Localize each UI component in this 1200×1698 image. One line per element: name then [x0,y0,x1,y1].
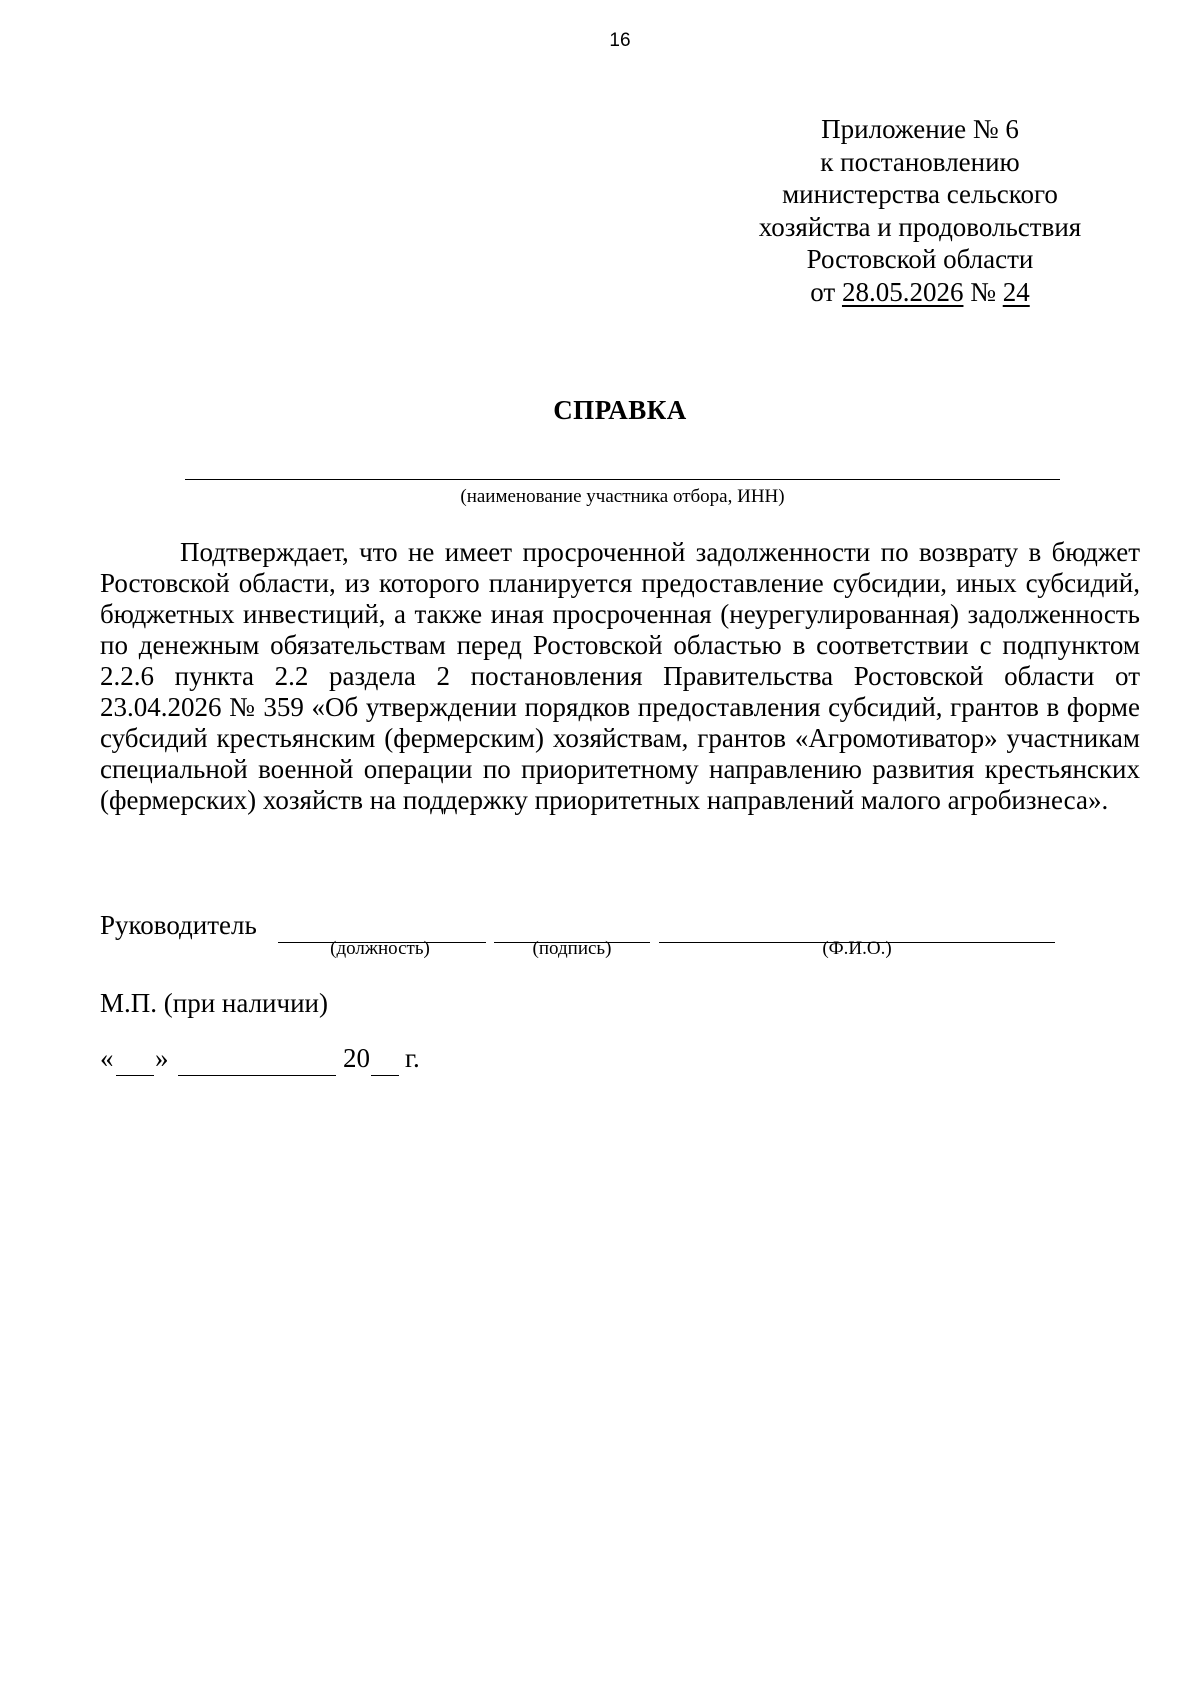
appendix-number: 24 [1002,276,1030,307]
participant-name-caption: (наименование участника отбора, ИНН) [460,486,785,507]
document-title: СПРАВКА [553,395,687,425]
month-line [178,1075,336,1076]
position-caption: (должность) [330,938,430,959]
date-open-quote: « [100,1043,114,1073]
body-paragraph: Подтверждает, что не имеет просроченной задолженности по возврату в бюджет Ростовской области, из которого планируется предоставление субсидии, иных субсидий, бюджетных инвестиций, а также иная просроченная (неурегулированная) задолженность по денежным обязательствам перед Ростовской областью в соответствии с подпунктом 2.2.6 пункта 2.2 раздела 2 постановления Правительства Ростовской области от 23.04.2026 № 359 «Об утверждении порядков предоставления субсидий, грантов в форме субсидий крестьянским (фермерским) хозяйствам, грантов «Агромотиватор» участникам специальной военной операции по приоритетному направлению развития крестьянских (фермерских) хозяйств на поддержку приоритетных направлений малого агробизнеса». [100,537,1140,815]
appendix-number-sign: № [970,276,996,307]
appendix-line-5: Ростовской области [806,244,1034,274]
year-suffix: г. [405,1043,420,1073]
appendix-line-3: министерства сельского [782,179,1058,209]
signature-caption: (подпись) [532,938,612,959]
appendix-date: 28.05.2026 [841,276,964,307]
full-name-caption: (Ф.И.О.) [822,938,892,959]
appendix-date-prefix: от [810,276,836,307]
year-line [371,1075,399,1076]
appendix-header [700,113,1140,308]
appendix-line-2: к постановлению [820,146,1020,177]
stamp-label: М.П. (при наличии) [100,988,328,1018]
appendix-line-4: хозяйства и продовольствия [758,211,1082,242]
page-number: 16 [609,30,631,51]
year-prefix: 20 [343,1043,370,1073]
date-close-quote: » [155,1043,169,1073]
appendix-date-line [700,276,1140,309]
signature-label: Руководитель [100,910,257,940]
appendix-line-1: Приложение № 6 [821,114,1019,144]
date-row [100,1043,500,1083]
participant-name-line [185,479,1060,480]
day-line [116,1075,154,1076]
